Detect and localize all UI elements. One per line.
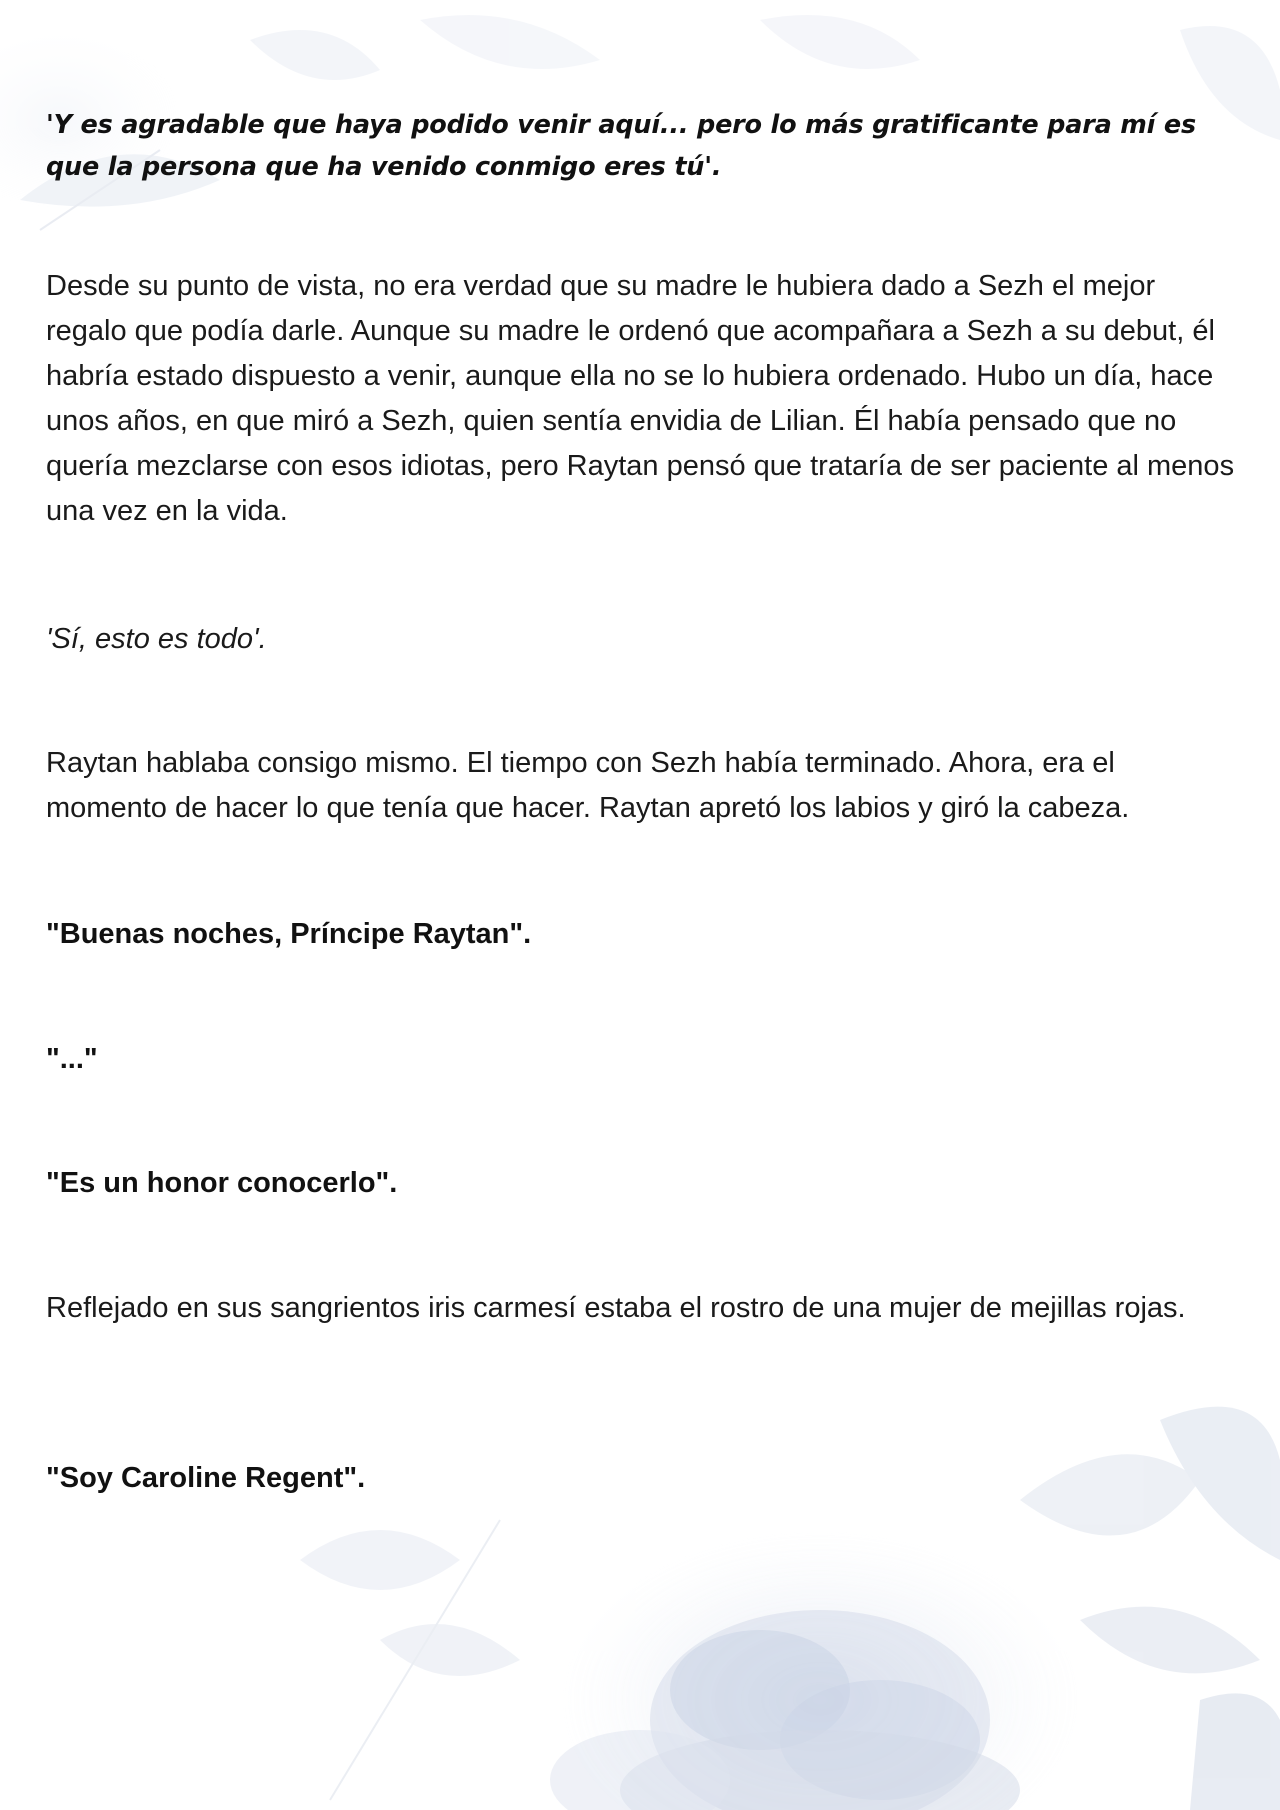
narrative-paragraph: Raytan hablaba consigo mismo. El tiempo con Sezh había terminado. Ahora, era el momento de hacer lo que tenía que hacer. Raytan apretó los labios y giró la cabeza. xyxy=(46,747,1130,824)
blue-rose-bottom xyxy=(550,1530,1080,1810)
dialogue-line: "Buenas noches, Príncipe Raytan". xyxy=(46,918,532,950)
narrative-paragraph: Reflejado en sus sangrientos iris carmesí estaba el rostro de una mujer de mejillas rojas. xyxy=(46,1292,1186,1324)
leaf-cluster-bottom-left xyxy=(300,1520,520,1800)
quote-thought-paragraph: 'Y es agradable que haya podido venir aquí... pero lo más gratificante para mí es que la persona que ha venido conmigo eres tú'. xyxy=(46,110,1196,182)
narrative-paragraph: Desde su punto de vista, no era verdad que su madre le hubiera dado a Sezh el mejor regalo que podía darle. Aunque su madre le ordenó que acompañara a Sezh a su debut, él habría estado dispuesto a venir, aunque ella no se lo hubiera ordenado. Hubo un día, hace unos años, en que miró a Sezh, quien sentía envidia de Lilian. Él había pensado que no quería mezclarse con esos idiotas, pero Raytan pensó que trataría de ser paciente al menos una vez en la vida. xyxy=(46,270,1235,527)
thought-line: 'Sí, esto es todo'. xyxy=(46,623,267,655)
dialogue-line: "Soy Caroline Regent". xyxy=(46,1462,366,1494)
dialogue-line: "..." xyxy=(46,1043,98,1075)
dialogue-line: "Es un honor conocerlo". xyxy=(46,1167,398,1199)
